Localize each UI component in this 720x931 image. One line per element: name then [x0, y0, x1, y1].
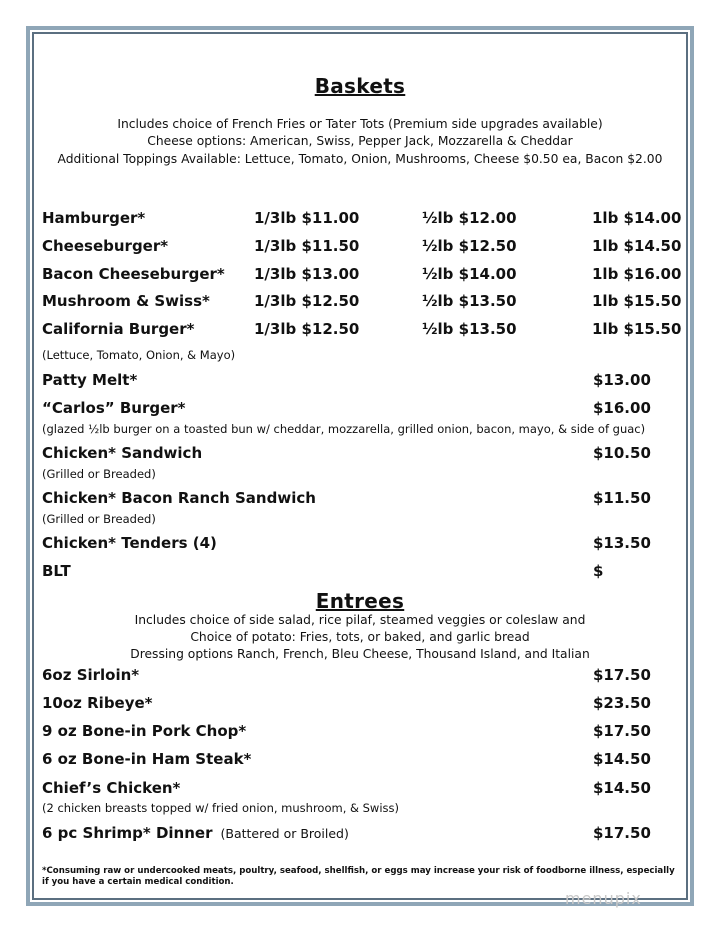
price-third-lb: 1/3lb $13.00	[254, 265, 360, 283]
item-description: (Lettuce, Tomato, Onion, & Mayo)	[42, 348, 236, 362]
item-name: BLT	[42, 562, 71, 580]
baskets-title: Baskets	[314, 74, 406, 98]
item-price: $17.50	[593, 666, 651, 684]
menu-item-pork-chop	[42, 722, 682, 744]
entrees-note: Choice of potato: Fries, tots, or baked, and garlic bread	[190, 630, 530, 644]
item-price: $16.00	[593, 399, 651, 417]
price-half-lb: ½lb $13.50	[422, 320, 517, 338]
item-name: Bacon Cheeseburger*	[42, 265, 225, 283]
entrees-note: Includes choice of side salad, rice pilaf, steamed veggies or coleslaw and	[134, 613, 586, 627]
price-half-lb: ½lb $12.00	[422, 209, 517, 227]
item-price: $	[593, 562, 604, 580]
menupix-watermark: menupix	[565, 889, 642, 908]
menu-item-shrimp-dinner	[42, 824, 682, 846]
menu-item-chicken-bacon-ranch	[42, 489, 682, 511]
price-half-lb: ½lb $14.00	[422, 265, 517, 283]
menu-item-bacon-cheeseburger	[42, 265, 682, 287]
item-description: (Grilled or Breaded)	[42, 467, 156, 481]
entrees-note: Dressing options Ranch, French, Bleu Cheese, Thousand Island, and Italian	[130, 647, 590, 661]
menu-item-sirloin	[42, 666, 682, 688]
menu-item-cheeseburger	[42, 237, 682, 259]
baskets-note: Cheese options: American, Swiss, Pepper Jack, Mozzarella & Cheddar	[147, 134, 573, 148]
item-name: Patty Melt*	[42, 371, 138, 389]
item-price: $10.50	[593, 444, 651, 462]
item-price: $14.50	[593, 750, 651, 768]
price-half-lb: ½lb $12.50	[422, 237, 517, 255]
item-price: $17.50	[593, 824, 651, 842]
price-third-lb: 1/3lb $11.00	[254, 209, 360, 227]
baskets-note: Includes choice of French Fries or Tater Tots (Premium side upgrades available)	[117, 117, 603, 131]
item-name: 6 oz Bone-in Ham Steak*	[42, 750, 252, 768]
item-description: (Battered or Broiled)	[220, 826, 349, 841]
item-price: $17.50	[593, 722, 651, 740]
menu-item-mushroom-swiss	[42, 292, 682, 314]
item-description: (Grilled or Breaded)	[42, 512, 156, 526]
item-name: 10oz Ribeye*	[42, 694, 153, 712]
foodborne-illness-disclaimer: *Consuming raw or undercooked meats, poultry, seafood, shellfish, or eggs may increase your risk of foodborne illness, especially if you have a certain medical condition.	[42, 866, 675, 887]
price-one-lb: 1lb $14.00	[592, 209, 682, 227]
item-name: Chief’s Chicken*	[42, 779, 181, 797]
item-description: (glazed ½lb burger on a toasted bun w/ cheddar, mozzarella, grilled onion, bacon, mayo, & side of guac)	[42, 422, 646, 436]
menu-item-patty-melt	[42, 371, 682, 393]
item-description: (2 chicken breasts topped w/ fried onion, mushroom, & Swiss)	[42, 801, 399, 815]
item-name: Mushroom & Swiss*	[42, 292, 210, 310]
item-price: $23.50	[593, 694, 651, 712]
item-name: “Carlos” Burger*	[42, 399, 186, 417]
item-price: $14.50	[593, 779, 651, 797]
price-one-lb: 1lb $15.50	[592, 320, 682, 338]
price-third-lb: 1/3lb $11.50	[254, 237, 360, 255]
item-name-group	[42, 824, 349, 842]
entrees-title: Entrees	[315, 589, 405, 613]
item-price: $13.00	[593, 371, 651, 389]
price-third-lb: 1/3lb $12.50	[254, 320, 360, 338]
item-name: Chicken* Tenders (4)	[42, 534, 217, 552]
item-name: Hamburger*	[42, 209, 146, 227]
menu-item-chiefs-chicken	[42, 779, 682, 801]
item-name: 6oz Sirloin*	[42, 666, 140, 684]
item-price: $11.50	[593, 489, 651, 507]
item-name: Chicken* Sandwich	[42, 444, 203, 462]
item-name: 9 oz Bone-in Pork Chop*	[42, 722, 247, 740]
menu-item-blt	[42, 562, 682, 584]
menu-item-ham-steak	[42, 750, 682, 772]
price-one-lb: 1lb $14.50	[592, 237, 682, 255]
price-one-lb: 1lb $15.50	[592, 292, 682, 310]
item-name: 6 pc Shrimp* Dinner	[42, 824, 213, 842]
price-half-lb: ½lb $13.50	[422, 292, 517, 310]
price-one-lb: 1lb $16.00	[592, 265, 682, 283]
menu-item-hamburger	[42, 209, 682, 231]
menu-item-chicken-sandwich	[42, 444, 682, 466]
item-price: $13.50	[593, 534, 651, 552]
menu-item-carlos-burger	[42, 399, 682, 421]
baskets-note: Additional Toppings Available: Lettuce, Tomato, Onion, Mushrooms, Cheese $0.50 ea, Bacon $2.00	[57, 152, 663, 166]
price-third-lb: 1/3lb $12.50	[254, 292, 360, 310]
menu-item-california-burger	[42, 320, 682, 342]
item-name: Cheeseburger*	[42, 237, 169, 255]
menu-item-chicken-tenders	[42, 534, 682, 556]
menu-item-ribeye	[42, 694, 682, 716]
item-name: California Burger*	[42, 320, 195, 338]
item-name: Chicken* Bacon Ranch Sandwich	[42, 489, 316, 507]
